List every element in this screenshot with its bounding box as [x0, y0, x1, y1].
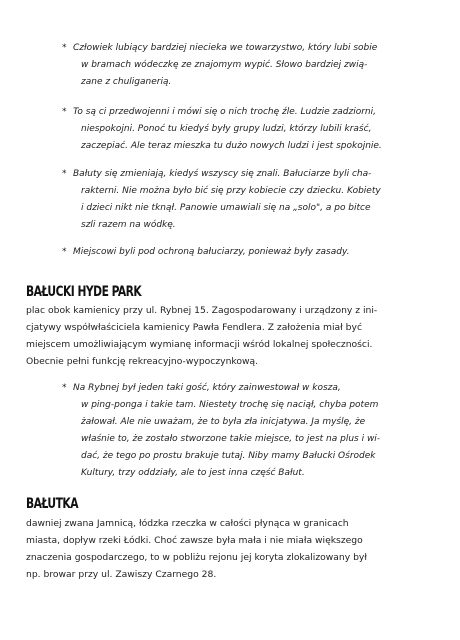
paragraph-line: znaczenia gospodarczego, to w pobliżu rejonu jej koryta zlokalizowany był: [26, 552, 367, 563]
quote-block: [62, 40, 414, 91]
quote-line: Kultury, trzy oddziały, ale to jest inna część Bałut.: [81, 468, 305, 478]
paragraph-line: miasta, dopływ rzeki Łódki. Choć zawsze była mała i nie miała większego: [26, 535, 363, 546]
paragraph-line: np. browar przy ul. Zawiszy Czarnego 28.: [26, 569, 217, 580]
quote-line: w ping-ponga i takie tam. Niestety trochę się naciął, chyba potem: [81, 400, 379, 410]
quote-bullet: *: [62, 107, 67, 117]
quote-bullet: *: [62, 247, 67, 257]
quote-line: zaczepiać. Ale teraz mieszka tu dużo nowych ludzi i jest spokojnie.: [81, 141, 382, 151]
quote-line: niespokojni. Ponoć tu kiedyś były grupy ludzi, którzy lubili kraść,: [81, 124, 372, 134]
quote-block: [62, 380, 414, 482]
quote-line: rakterni. Nie można było bić się przy kobiecie czy dziecku. Kobiety: [81, 186, 381, 196]
quote-line: Człowiek lubiący bardziej niecieka we towarzystwo, który lubi sobie: [73, 43, 378, 53]
quote-bullet: *: [62, 43, 67, 53]
quote-line: Na Rybnej był jeden taki gość, który zainwestował w kosza,: [73, 383, 341, 393]
quote-block: [62, 244, 414, 261]
section-heading: BAŁUCKI HYDE PARK: [26, 284, 142, 300]
definition-paragraph: [26, 302, 436, 370]
paragraph-line: cjatywy współwłaściciela kamienicy Pawła Fendlera. Z założenia miał być: [26, 322, 363, 333]
paragraph-line: Obecnie pełni funkcję rekreacyjno-wypoczynkową.: [26, 356, 259, 367]
definition-paragraph: [26, 515, 436, 583]
paragraph-line: dawniej zwana Jamnicą, łódzka rzeczka w całości płynąca w granicach: [26, 518, 349, 529]
quote-line: i dzieci nikt nie tknął. Panowie umawiali się na „solo", a po bitce: [81, 203, 371, 213]
quote-block: [62, 166, 414, 234]
quote-line: żałował. Ale nie uważam, że to była zła inicjatywa. Ja myślę, że: [81, 417, 366, 427]
quote-line: To są ci przedwojenni i mówi się o nich trochę źle. Ludzie zadziorni,: [73, 107, 376, 117]
quote-line: w bramach wódeczkę ze znajomym wypić. Słowo bardziej zwią-: [81, 60, 368, 70]
quote-bullet: *: [62, 383, 67, 393]
quote-bullet: *: [62, 169, 67, 179]
quote-line: Bałuty się zmieniają, kiedyś wszyscy się znali. Bałuciarze byli cha-: [73, 169, 372, 179]
quote-line: zane z chuliganerią.: [81, 77, 172, 87]
quote-line: dać, że tego po prostu brakuje tutaj. Niby mamy Bałucki Ośrodek: [81, 451, 376, 461]
quote-line: właśnie to, że zostało stworzone takie miejsce, to jest na plus i wi-: [81, 434, 381, 444]
paragraph-line: plac obok kamienicy przy ul. Rybnej 15. Zagospodarowany i urządzony z ini-: [26, 305, 378, 316]
quote-line: Miejscowi byli pod ochroną bałuciarzy, ponieważ były zasady.: [73, 247, 350, 257]
paragraph-line: miejscem umożliwiającym wymianę informacji wśród lokalnej społeczności.: [26, 339, 373, 350]
quote-block: [62, 104, 414, 155]
section-heading: BAŁUTKA: [26, 496, 78, 512]
quote-line: szli razem na wódkę.: [81, 220, 176, 230]
